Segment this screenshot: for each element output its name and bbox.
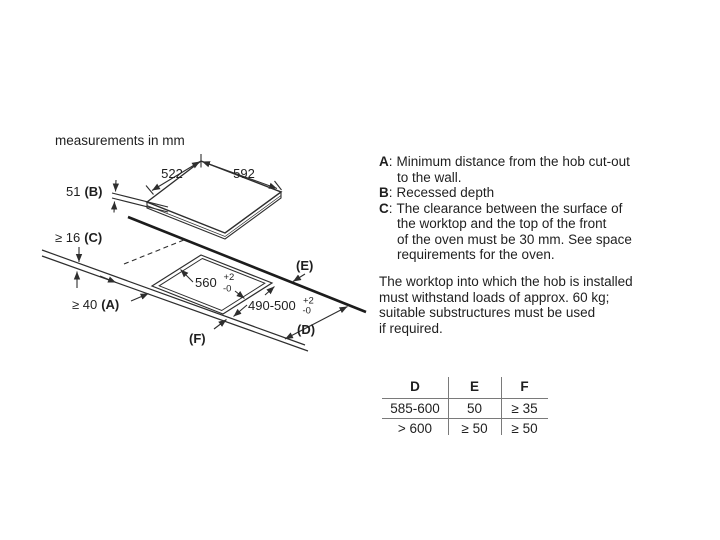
dim-c	[55, 230, 102, 288]
legend-key-b: B	[379, 185, 389, 200]
spec-table	[382, 377, 548, 439]
legend-line: requirements for the oven.	[397, 247, 555, 262]
dim-522-label: 522	[161, 166, 183, 181]
spec-table-header-f: F	[520, 379, 529, 394]
load-note-line: must withstand loads of approx. 60 kg;	[379, 289, 610, 305]
dim-560-tol-plus: +2	[223, 272, 235, 283]
label-f	[189, 320, 227, 347]
table-rule-horizontal	[382, 418, 548, 419]
dim-b	[66, 180, 168, 213]
legend-line: A: Minimum distance from the hob cut-out	[379, 154, 630, 169]
label-e-text: (E)	[296, 258, 314, 273]
spec-table-header-e: E	[469, 379, 479, 394]
dim-c-label: ≥ 16 (C)	[55, 230, 103, 245]
dim-a-label: ≥ 40 (A)	[72, 297, 120, 312]
dim-560-value: 560	[195, 275, 217, 290]
dim-490-tol-minus: -0	[302, 305, 311, 317]
table-cell: > 600	[397, 421, 433, 436]
load-note-line: suitable substructures must be used	[379, 305, 596, 320]
legend-key-a: A	[379, 154, 389, 169]
label-d-text: (D)	[297, 322, 316, 337]
load-note-line: if required.	[379, 320, 443, 336]
legend-line: C: The clearance between the surface of	[379, 200, 623, 216]
label-e	[293, 258, 313, 282]
dim-490-value: 490-500	[248, 298, 296, 313]
table-cell: ≥ 35	[511, 401, 538, 416]
dim-a	[72, 276, 149, 312]
load-note-line: The worktop into which the hob is installed	[379, 274, 633, 289]
table-rule-horizontal	[382, 398, 548, 399]
legend-line: the worktop and the top of the front	[397, 216, 607, 231]
measurements-note: measurements in mm	[55, 133, 185, 148]
spec-table-header-d: D	[410, 379, 420, 394]
dim-592-label: 592	[233, 166, 255, 181]
table-cell: ≥ 50	[461, 421, 488, 436]
legend-key-c: C	[379, 200, 389, 216]
table-cell: 50	[466, 401, 483, 416]
table-cell: ≥ 50	[511, 421, 538, 436]
dim-560-tol-minus: -0	[223, 283, 232, 295]
legend-line: of the oven must be 30 mm. See space	[397, 231, 632, 247]
table-cell: 585-600	[390, 401, 440, 416]
legend-line: B: Recessed depth	[379, 185, 495, 200]
label-f-text: (F)	[189, 331, 206, 346]
hidden-edge-dashed-line	[124, 240, 185, 265]
dim-b-label: 51 (B)	[66, 184, 103, 199]
dim-490-tol-plus: +2	[303, 295, 314, 307]
legend-line: to the wall.	[397, 169, 462, 185]
